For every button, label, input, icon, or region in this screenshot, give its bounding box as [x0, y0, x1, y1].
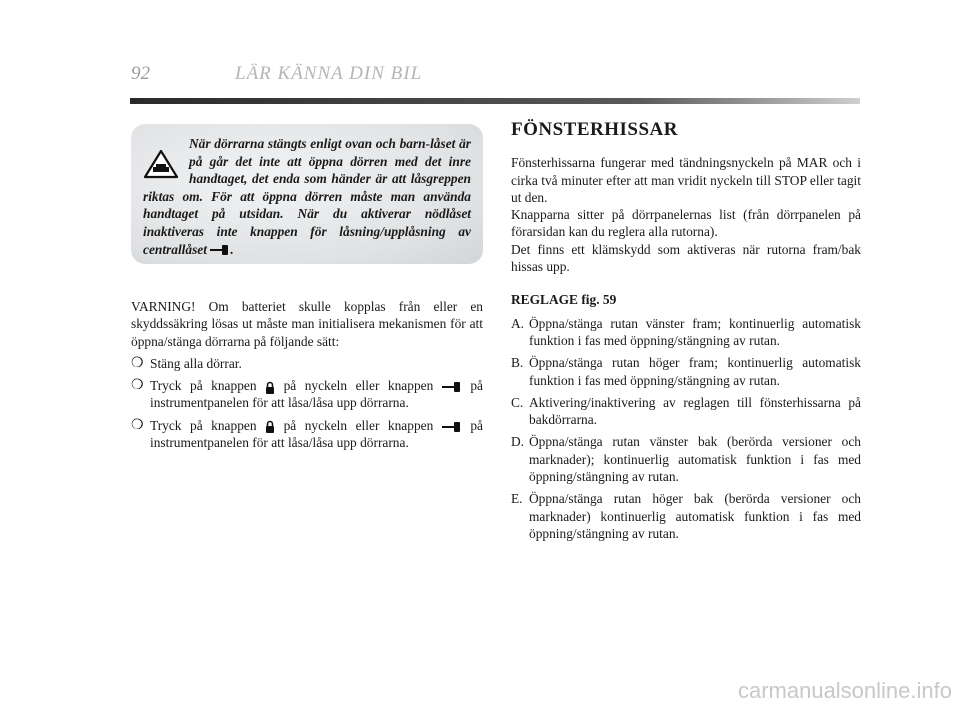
central-lock-icon [442, 381, 462, 393]
bullet-icon: ❍ [131, 378, 144, 394]
step-text: på nyckeln eller knappen [283, 378, 434, 394]
step-text: på instrumentpanelen för att låsa/låsa upp dörrarna. [150, 417, 483, 451]
list-item [131, 377, 483, 412]
item-letter: E. [511, 491, 523, 507]
item-text: Öppna/stänga rutan höger bak (berörda versioner och marknader) kontinuerlig automatisk funktion i fas med öppning/stängning av rutan. [529, 491, 861, 541]
warning-text-end: . [230, 241, 234, 257]
step-text: på nyckeln eller knappen [283, 417, 434, 433]
item-letter: A. [511, 315, 525, 331]
right-column [511, 121, 861, 547]
item-text: Öppna/stänga rutan höger fram; kontinuerlig automatisk funktion i fas med öppning/stängning av rutan. [529, 355, 861, 388]
bullet-icon: ❍ [131, 355, 144, 371]
list-item [511, 433, 861, 485]
central-lock-icon [442, 421, 462, 433]
item-letter: B. [511, 355, 524, 371]
watermark: carmanualsonline.info [737, 678, 952, 703]
step-text: Stäng alla dörrar. [150, 355, 242, 371]
warning-box [131, 124, 483, 264]
step-text: på instrumentpanelen för att låsa/låsa upp dörrarna. [150, 378, 483, 411]
paragraph: Knapparna sitter på dörrpanelernas list (från dörrpanelen på förarsidan kan du reglera alla rutorna). [511, 207, 861, 240]
item-letter: C. [511, 394, 524, 410]
list-item [511, 490, 861, 542]
page-number: 92 [131, 63, 150, 84]
step-text: Tryck på knappen [150, 417, 257, 433]
item-letter: D. [511, 434, 525, 450]
list-item [131, 355, 483, 372]
bullet-icon: ❍ [131, 417, 144, 433]
list-item [131, 417, 483, 452]
header-rule [130, 98, 860, 104]
list-item [511, 394, 861, 429]
warning-triangle-icon [143, 149, 179, 179]
list-item [511, 354, 861, 389]
running-head: LÄR KÄNNA DIN BIL [235, 63, 423, 84]
paragraph: Det finns ett klämskydd som aktiveras när rutorna fram/bak hissas upp. [511, 241, 861, 275]
controls-list [511, 315, 861, 543]
item-text: Aktivering/inaktivering av reglagen till fönsterhissarna på bakdörrarna. [529, 394, 861, 428]
item-text: Öppna/stänga rutan vänster fram; kontinuerlig automatisk funktion i fas med öppning/stängning av rutan. [529, 315, 861, 348]
central-lock-icon [210, 244, 230, 256]
warning-text: När dörrarna stängts enligt ovan och barn-låset är på går det inte att öppna dörren med det inre handtaget, det enda som händer är att låsgreppen riktas om. För att öppna dörren måste man använda handtaget på utsidan. När du aktiverar nödlåset inaktiveras inte knappen för låsning/upplåsning av centrallåset [143, 136, 471, 257]
left-column [131, 298, 483, 456]
item-text: Öppna/stänga rutan vänster bak (berörda versioner och marknader); kontinuerlig automatisk funktion i fas med öppning/stängning av rutan. [529, 434, 861, 485]
list-item [511, 315, 861, 350]
section-title: FÖNSTERHISSAR [511, 119, 678, 140]
paragraph: Fönsterhissarna fungerar med tändningsnyckeln på MAR och i cirka två minuter efter att man vridit nyckeln till STOP eller tagit ut den. [511, 155, 861, 205]
padlock-icon [265, 420, 275, 433]
controls-heading: REGLAGE fig. 59 [511, 292, 617, 308]
step-text: Tryck på knappen [150, 378, 257, 394]
padlock-icon [265, 381, 275, 394]
init-steps-list [131, 355, 483, 451]
battery-warning-intro: VARNING! Om batteriet skulle kopplas från eller en skyddssäkring lösas ut måste man initialisera mekanismen för att öppna/stänga dörrarna på följande sätt: [131, 299, 483, 349]
